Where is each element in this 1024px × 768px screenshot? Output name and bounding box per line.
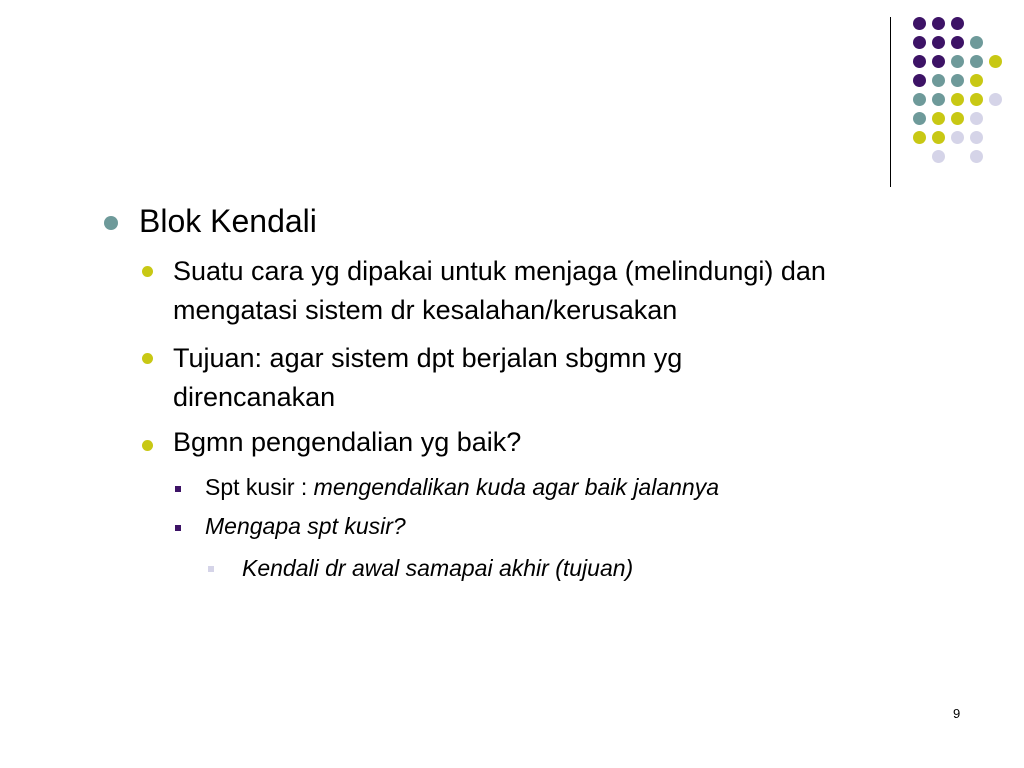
- sub-item-prefix: Spt kusir :: [205, 474, 314, 500]
- level1-bullet: [104, 216, 118, 230]
- sub-item-text: [205, 474, 719, 501]
- item-text-line: Tujuan: agar sistem dpt berjalan sbgmn yg: [173, 343, 683, 373]
- sub-item-italic: mengendalikan kuda agar baik jalannya: [313, 474, 719, 500]
- level2-bullet: [142, 266, 153, 277]
- item-text-line: Suatu cara yg dipakai untuk menjaga (melindungi) dan: [173, 256, 826, 286]
- level4-bullet: [208, 566, 214, 572]
- sub-item-text: Mengapa spt kusir?: [205, 513, 406, 539]
- level3-bullet: [175, 486, 181, 492]
- sub-sub-item-text: Kendali dr awal samapai akhir (tujuan): [242, 555, 634, 581]
- heading-text: Blok Kendali: [139, 203, 317, 239]
- item-text-line: Bgmn pengendalian yg baik?: [173, 427, 522, 457]
- item-text-line: mengatasi sistem dr kesalahan/kerusakan: [173, 295, 678, 325]
- level3-bullet: [175, 525, 181, 531]
- level2-bullet: [142, 353, 153, 364]
- item-text-line: direncanakan: [173, 382, 336, 412]
- page-number: 9: [953, 706, 961, 721]
- level2-bullet: [142, 440, 153, 451]
